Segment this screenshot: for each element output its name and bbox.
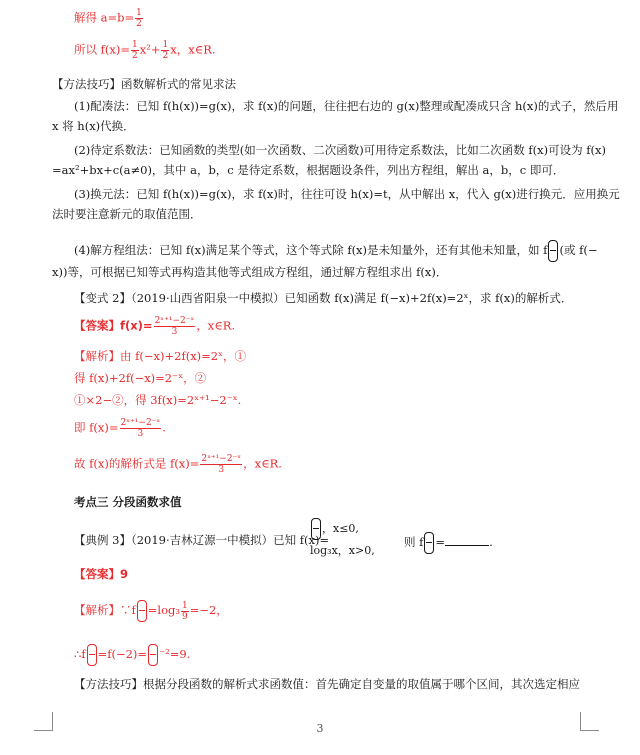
method-2-line-1: (2)待定系数法：已知函数的类型(如一次函数、二次函数)可用待定系数法，比如二次函数 f(x)可设为 f(x): [74, 143, 606, 157]
answer-1: 【答案】f(x)= $\frac{\text{2ˣ⁺¹−2⁻ˣ}}{3}$ ，x∈R.: [74, 316, 236, 337]
page-number: 3: [316, 722, 324, 735]
answer-line-ab: 解得 a=b= $\frac{1}{2}$: [74, 8, 142, 29]
fraction-bracket-icon: [87, 644, 97, 666]
section-heading-kd3: 考点三 分段函数求值: [74, 495, 182, 509]
fraction-bracket-icon: [424, 532, 434, 554]
piecewise-system: ，x≤0, log₃x，x>0,: [310, 518, 375, 558]
solution-line-1: 【解析】由 f(−x)+2f(x)=2ˣ，①: [74, 349, 246, 363]
solution-line-2: 得 f(x)+2f(−x)=2⁻ˣ，②: [74, 371, 207, 385]
answer-2: 【答案】9: [74, 567, 129, 581]
answer-line-fx: 所以 f(x)= $\frac{1}{2}$ x²+ $\frac{1}{2}$ x，x∈R.: [74, 40, 216, 61]
method-1-line-1: (1)配凑法：已知 f(h(x))=g(x)，求 f(x)的问题，往往把右边的 g(x)整理或配凑成只含 h(x)的式子，然后用: [74, 99, 619, 113]
solution-line-6: 【解析】∵f =log₃ $\frac{1}{9}$ =−2，: [74, 600, 228, 622]
answer-blank: [445, 545, 489, 546]
example-3-question: 则 f = .: [404, 532, 602, 554]
fraction-bracket-icon: [148, 644, 158, 666]
fraction-bracket-icon: [548, 240, 558, 262]
method-4-line-1: (4)解方程组法：已知 f(x)满足某个等式，这个等式除 f(x)是未知量外，还有其他未知量，如 f (或 f(−: [74, 240, 602, 262]
method-2-line-2: =ax²+bx+c(a≠0)，其中 a，b，c 是待定系数，根据题设条件，列出方程组，解出 a，b，c 即可．: [52, 163, 565, 177]
fraction-bracket-icon: [311, 518, 321, 540]
solution-line-5: 故 f(x)的解析式是 f(x)= $\frac{\text{2ˣ⁺¹−2⁻ˣ}}{3}$ ，x∈R.: [74, 454, 282, 475]
method-1-line-2: x 将 h(x)代换．: [52, 119, 135, 133]
fraction-bracket-icon: [137, 600, 147, 622]
variant-2-problem: 【变式 2】（2019·山西省阳泉一中模拟）已知函数 f(x)满足 f(−x)+2f(x)=2ˣ，求 f(x)的解析式．: [74, 291, 573, 305]
example-3-problem: 【典例 3】（2019·吉林辽源一中模拟）已知 f(x)=: [74, 533, 330, 547]
method-tips-piecewise: 【方法技巧】根据分段函数的解析式求函数值：首先确定自变量的取值属于哪个区间，其次选定相应: [74, 677, 580, 691]
solution-line-7: ∴f =f(−2)= ⁻²=9.: [74, 644, 602, 666]
method-tips-heading: 【方法技巧】函数解析式的常见求法: [52, 77, 236, 91]
solution-line-3: ①×2−②，得 3f(x)=2ˣ⁺¹−2⁻ˣ.: [74, 393, 242, 407]
solution-line-4: 即 f(x)= $\frac{\text{2ˣ⁺¹−2⁻ˣ}}{3}$ .: [74, 418, 166, 439]
method-3-line-2: 法时要注意新元的取值范围．: [52, 207, 202, 221]
method-3-line-1: (3)换元法：已知 f(h(x))=g(x)，求 f(x)时，往往可设 h(x)=t，从中解出 x，代入 g(x)进行换元．应用换元: [74, 187, 620, 201]
method-4-line-2: x))等，可根据已知等式再构造其他等式组成方程组，通过解方程组求出 f(x)．: [52, 265, 448, 279]
